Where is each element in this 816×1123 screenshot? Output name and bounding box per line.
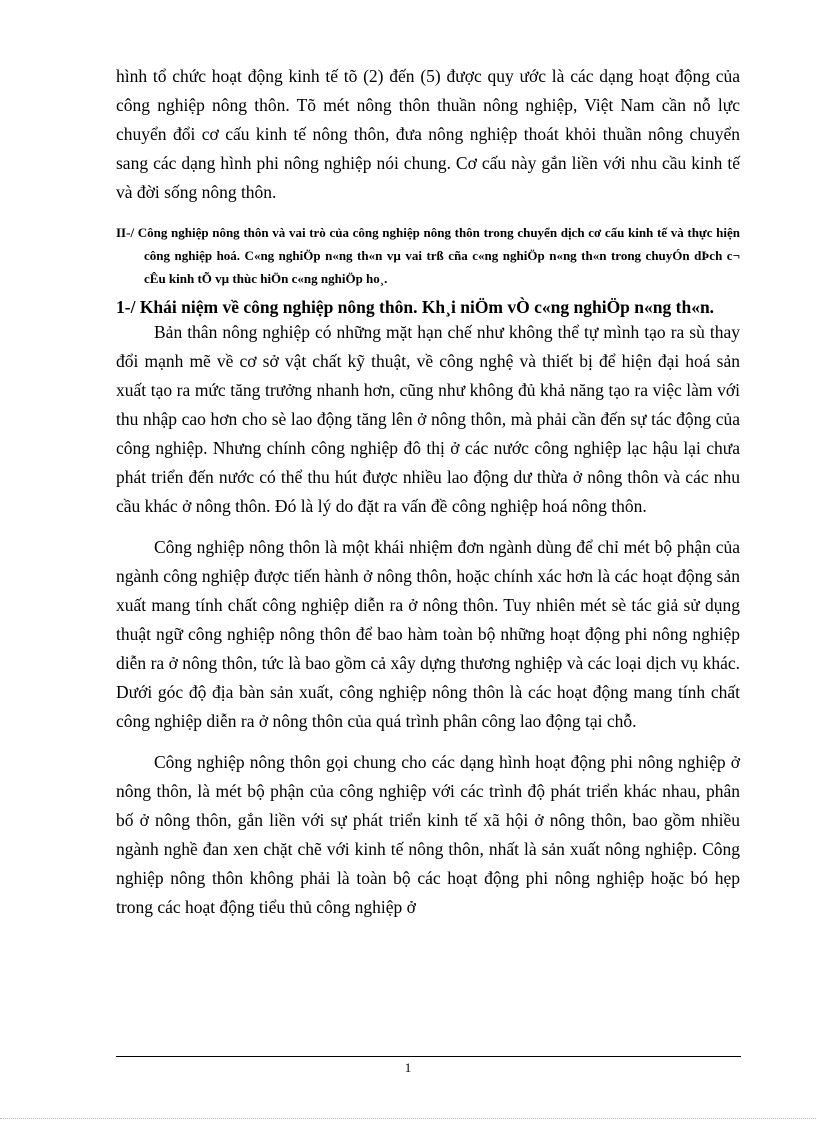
footer-rule [116,1056,741,1057]
paragraph-2: Công nghiệp nông thôn là một khái nhiệm đơn ngành dùng để chỉ mét bộ phận của ngành công nghiệp được tiến hành ở nông thôn, hoặc chính xác hơn là các hoạt động sản xuất mang tính chất công nghiệp diễn ra ở nông thôn. Tuy nhiên mét sè tác giả sử dụng thuật ngữ công nghiệp nông thôn để bao hàm toàn bộ những hoạt động phi nông nghiệp diễn ra ở nông thôn, tức là bao gồm cả xây dựng thương nghiệp và các loại dịch vụ khác. Dưới góc độ địa bàn sản xuất, công nghiệp nông thôn là các hoạt động mang tính chất công nghiệp diễn ra ở nông thôn của quá trình phân công lao động tại chỗ. [116,537,740,731]
document-page [116,62,740,922]
subsection-heading: 1-/ Khái niệm về công nghiệp nông thôn. Kh¸i niÖm vÒ c«ng nghiÖp n«ng th«n. [116,297,715,317]
paragraph-1: Bản thân nông nghiệp có những mặt hạn chế như không thể tự mình tạo ra sù thay đổi mạnh mẽ về cơ sở vật chất kỹ thuật, về công nghệ và thiết bị để hiện đại hoá sản xuất tạo ra mức tăng trưởng nhanh hơn, cũng như không đủ khả năng tạo ra việc làm với thu nhập cao hơn cho sè lao động tăng lên ở nông thôn, mà phải cần đến sự tác động của công nghiệp. Nhưng chính công nghiệp đô thị ở các nước công nghiệp lạc hậu lại chưa phát triển đến nước có thể thu hút được nhiều lao động dư thừa ở nông thôn và các nhu cầu khác ở nông thôn. Đó là lý do đặt ra vấn đề công nghiệp hoá nông thôn. [116,322,740,516]
page-number: 1 [404,1060,412,1075]
page-break-line [0,1118,816,1119]
section-heading: II-/ Công nghiệp nông thôn và vai trò của công nghiệp nông thôn trong chuyển dịch cơ cấu kinh tế và thực hiện công nghiệp hoá. C«ng nghiÖp n«ng th«n vµ vai trß cña c«ng nghiÖp n«ng th«n trong chuyÓn dÞch c¬ cÊu kinh tÕ vµ thùc hiÖn c«ng nghiÖp ho¸. [116,225,740,286]
paragraph-3: Công nghiệp nông thôn gọi chung cho các dạng hình hoạt động phi nông nghiệp ở nông thôn, là mét bộ phận của công nghiệp với các trình độ phát triển khác nhau, phân bố ở nông thôn, gắn liền với sự phát triển kinh tế xã hội ở nông thôn, bao gồm nhiều ngành nghề đan xen chặt chẽ với kinh tế nông thôn, nhất là sản xuất nông nghiệp. Công nghiệp nông thôn không phải là toàn bộ các hoạt động phi nông nghiệp hoặc bó hẹp trong các hoạt động tiểu thủ công nghiệp ở [116,752,740,917]
paragraph-intro: hình tổ chức hoạt động kinh tế tõ (2) đến (5) được quy ước là các dạng hoạt động của công nghiệp nông thôn. Tõ mét nông thôn thuần nông nghiệp, Việt Nam cần nỗ lực chuyển đổi cơ cấu kinh tế nông thôn, đưa nông nghiệp thoát khỏi thuần nông chuyển sang các dạng hình phi nông nghiệp nói chung. Cơ cấu này gắn liền với nhu cầu kinh tế và đời sống nông thôn. [116,66,740,202]
